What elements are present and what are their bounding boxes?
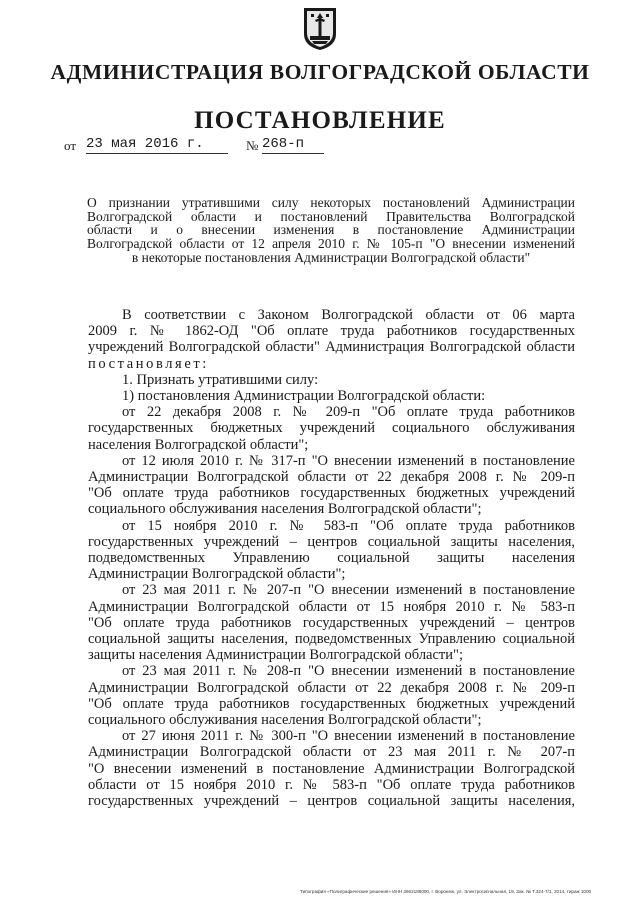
- body-line: населения Волгоградской области";: [88, 436, 309, 453]
- body-line: социальной защиты населения, подведомственных Управлению социальной: [88, 631, 575, 648]
- body-line: "Об оплате труда работников государственных учреждений – центров: [88, 614, 575, 631]
- body-line: области от 15 ноября 2010 г. № 583-п "Об оплате труда работников: [88, 776, 575, 793]
- body-line: "О внесении изменений в постановление Администрации Волгоградской: [88, 760, 575, 777]
- title-line: области и о внесении изменения в постановление Администрации: [87, 222, 575, 238]
- document-body: [88, 307, 575, 809]
- body-line: Администрации Волгоградской области";: [88, 566, 346, 583]
- document-number: 268-п: [262, 135, 324, 154]
- body-line: от 12 июля 2010 г. № 317-п "О внесении изменений в постановление: [122, 452, 575, 469]
- volgograd-coat-of-arms-icon: [302, 6, 338, 52]
- body-line: "Об оплате труда работников государственных бюджетных учреждений: [88, 695, 575, 712]
- body-line: от 15 ноября 2010 г. № 583-п "Об оплате труда работников: [122, 517, 575, 534]
- body-line: защиты населения Администрации Волгоградской области";: [88, 647, 463, 664]
- body-line: социального обслуживания населения Волгоградской области";: [88, 712, 482, 729]
- body-line: 2009 г. № 1862-ОД "Об оплате труда работников государственных: [88, 323, 575, 340]
- body-line: Администрации Волгоградской области от 22 декабря 2008 г. № 209-п: [88, 469, 575, 486]
- body-line: Администрации Волгоградской области от 15 ноября 2010 г. № 583-п: [88, 598, 575, 615]
- body-line: 1. Признать утратившими силу:: [122, 371, 319, 388]
- body-line: от 23 мая 2011 г. № 207-п "О внесении изменений в постановление: [122, 582, 575, 599]
- printer-footer: Типография «Полиграфические решения» ИНН 3662186000, г. Воронеж, ул. Электросигнальная, 19, Зак. № Т.324-7/1, 2014, тираж 1000: [300, 889, 592, 894]
- body-line: государственных бюджетных учреждений социального обслуживания: [88, 420, 575, 437]
- body-line: "Об оплате труда работников государственных бюджетных учреждений: [88, 485, 575, 502]
- title-line: в некоторые постановления Администрации Волгоградской области": [131, 249, 531, 265]
- document-type: ПОСТАНОВЛЕНИЕ: [194, 107, 446, 134]
- date-prefix: от: [64, 138, 77, 153]
- body-line: В соответствии с Законом Волгоградской области от 06 марта: [122, 307, 575, 323]
- body-line: от 23 мая 2011 г. № 208-п "О внесении изменений в постановление: [122, 663, 575, 680]
- body-line: от 22 декабря 2008 г. № 209-п "Об оплате труда работников: [122, 404, 575, 421]
- body-line: Администрации Волгоградской области от 22 декабря 2008 г. № 209-п: [88, 679, 575, 696]
- body-line: от 27 июня 2011 г. № 300-п "О внесении изменений в постановление: [122, 728, 575, 745]
- body-line: подведомственных Управлению социальной защиты населения: [88, 550, 575, 567]
- document-title: [87, 196, 575, 265]
- number-sign: №: [246, 138, 259, 153]
- document-date: 23 мая 2016 г.: [86, 135, 228, 154]
- body-line: государственных учреждений – центров социальной защиты населения,: [88, 533, 575, 550]
- body-line: Администрации Волгоградской области от 23 мая 2011 г. № 207-п: [88, 744, 575, 761]
- title-line: Волгоградской области от 12 апреля 2010 г. № 105-п "О внесении изменений: [87, 236, 575, 252]
- body-line: социального обслуживания населения Волгоградской области";: [88, 501, 482, 518]
- body-line: государственных учреждений – центров социальной защиты населения,: [88, 793, 575, 810]
- title-line: О признании утратившими силу некоторых постановлений Администрации: [87, 195, 575, 210]
- body-line: 1) постановления Администрации Волгоградской области:: [122, 388, 486, 405]
- body-line: учреждений Волгоградской области" Администрация Волгоградской области: [88, 339, 575, 356]
- title-line: Волгоградской области и постановлений Правительства Волгоградской: [87, 208, 575, 224]
- body-line: постановляет:: [88, 355, 209, 372]
- organization-name: АДМИНИСТРАЦИЯ ВОЛГОГРАДСКОЙ ОБЛАСТИ: [50, 60, 590, 84]
